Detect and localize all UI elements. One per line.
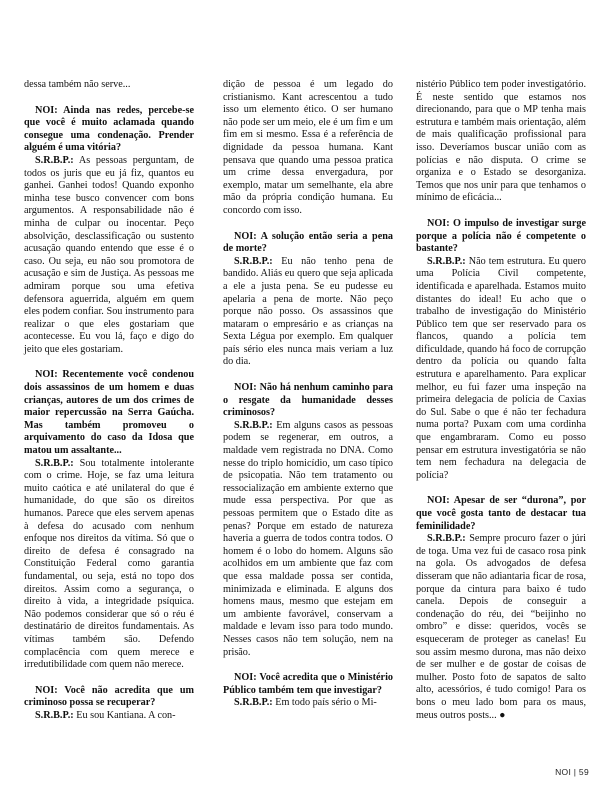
speaker-tag: S.R.B.P.:: [234, 697, 273, 709]
answer-text: Não tem estrutura. Eu quero uma Polícia Civil competente, identificada e aparelhada. Estamos muito distantes do ideal! Eu acho que o trabalho de investigação do Ministério Público tem que ser reservado para os flancos, quando a polícia tem dificuldade, quando há foco de corrupção dentro da polícia ou quando falta estrutura e aparelhamento. Para explicar melhor, eu fui fazer uma inspeção na primeira delegacia de polícia de Caxias do Sul. Sabe o que é não ter fechadura numa porta? Puxam com uma cordinha que engambraram. Como eu posso pensar em estrutura investigatória se não tem nem fechadura na delegacia de polícia?: [416, 255, 586, 481]
speaker-tag: S.R.B.P.:: [427, 255, 466, 267]
speaker-tag: S.R.B.P.:: [427, 533, 466, 545]
text-column-2: [223, 79, 393, 710]
question: NOI: Não há nenhum caminho para o resgate da humanidade desses criminosos?: [223, 382, 393, 419]
answer: [24, 458, 194, 672]
answer-text: Em todo país sério o Mi-: [272, 697, 377, 709]
answer: [24, 710, 194, 723]
paragraph: nistério Público tem poder investigatório. É neste sentido que estamos nos direcionando, para que o MP tenha mais estrutura e também mais orientação, além de mais qualificação profissional para isso. Deveríamos buscar união com as polícias e não disputa. O crime se organiza e o Estado se desorganiza. Temos que nos unir para que tenhamos o mínimo de eficácia...: [416, 79, 586, 204]
question: NOI: Você não acredita que um criminoso possa se recuperar?: [24, 684, 194, 709]
answer-text: Eu não tenho pena de bandido. Aliás eu quero que seja aplicada a ele a justa pena. Se eu pudesse eu apelaria a pena de morte. Não peço porque não posso. Os assassinos que mataram o empresário e as crianças na Sexta Légua por exemplo. Em qualquer país sério eles nunca mais veriam a luz do dia.: [223, 255, 393, 368]
speaker-tag: S.R.B.P.:: [234, 419, 273, 431]
answer: [24, 155, 194, 357]
paragraph: dição de pessoa é um legado do cristianismo. Kant acrescentou a tudo isso um elemento ético. O ser humano não pode ser um meio, ele é um fim e um fim em si mesmo. Essa é a referência de dignidade da pessoa humana. Kant pensava que quando uma pessoa pratica um crime dessa envergadura, por exemplo, matar um semelhante, ela abre mão da própria condição humana. Eu concordo com isso.: [223, 79, 393, 216]
answer: [416, 256, 586, 483]
answer-text: Em alguns casos as pessoas podem se regenerar, em outros, a maldade vem registrada no DNA. Como nesse do triplo homicídio, um caso típico de psicopatia. Não tem tratamento ou ressocialização em ambiente externo que mude essa perspectiva. Por que as pessoas permitem que o Estado dite as penas? Porque em estado de natureza haveria a guerra de todos contra todos. O homem é o lobo do homem. Alguns são acolhidos em um ambiente que faz com que essa maldade possa ser contida, minimizada e eliminada. E alguns dos homens maus, mesmo que estejam em um ambiente favorável, conservam a maldade e levam isso para todo mundo. Nesses casos não tem solução, nem na prisão.: [223, 419, 393, 658]
text-column-3: [416, 79, 586, 722]
answer-text: Eu sou Kantiana. A con-: [73, 709, 176, 721]
question: NOI: Recentemente você condenou dois assassinos de um homem e duas crianças, autores de um dos crimes de maior repercussão na Serra Gaúcha. Mas também promoveu o arquivamento do caso da Idosa que matou um assaltante...: [24, 369, 194, 457]
text-column-1: [24, 79, 194, 723]
question: NOI: Apesar de ser “durona”, por que você gosta tanto de destacar tua feminilidade?: [416, 495, 586, 532]
speaker-tag: S.R.B.P.:: [35, 457, 74, 469]
answer: [223, 420, 393, 659]
question: NOI: Ainda nas redes, percebe-se que você é muito aclamada quando consegue uma condenação. Prender alguém é uma vitória?: [24, 104, 194, 154]
answer: [223, 697, 393, 710]
speaker-tag: S.R.B.P.:: [35, 709, 74, 721]
answer-text: As pessoas perguntam, de todos os juris que eu já fiz, quantos eu ganhei. Ganhei todos! Quando exponho minha tese busco convencer com bons argumentos. A responsabilidade não é minha de culpar ou inocentar. Peço absolvição, desclassificação ou sustento acusação quando entendo que esse é o caso. Ou seja, eu não sou promotora de acusação e sim de Justiça. As pessoas me admiram porque sou uma efetiva defensora aguerrida, alguém em quem eles podem confiar. Sou instrumento para realizar o que eles gostariam que acontecesse. Eu vou lá, faço e digo do jeito que eles gostariam.: [24, 154, 194, 355]
speaker-tag: S.R.B.P.:: [234, 255, 273, 267]
page-folio: NOI | 59: [555, 767, 589, 777]
question: NOI: O impulso de investigar surge porque a polícia não é competente o bastante?: [416, 217, 586, 255]
speaker-tag: S.R.B.P.:: [35, 154, 74, 166]
answer-text: Sou totalmente intolerante com o crime. Hoje, se faz uma leitura muito caótica e até unilateral do que é humanidade, do que são os direitos humanos. Parece que eles servem apenas à defesa do acusado com nenhum enfoque nos direitos da vítima. Só que o direito de defesa é consagrado na Constituição Federal como garantia fundamental, ou seja, está no topo dos direitos. Assim como a segurança, o direito à vida, a integridade psíquica. Não podemos considerar que só o réu é destinatário de direitos fundamentais. As vítimas também são. Defendo complacência com quem merece e irredutibilidade com quem não merece.: [24, 457, 194, 671]
paragraph: dessa também não serve...: [24, 79, 131, 90]
question: NOI: Você acredita que o Ministério Público também tem que investigar?: [223, 672, 393, 696]
answer: [416, 533, 586, 722]
question: NOI: A solução então seria a pena de morte?: [223, 230, 393, 255]
answer: [223, 256, 393, 369]
answer-text: Sempre procuro fazer o júri de toga. Uma vez fui de casaco rosa pink na gola. Os advogados de defesa disseram que não adiantaria ficar de rosa, porque da cintura para baixo é tudo canela. Depois de conseguir a condenação do réu, dei “beijinho no ombro” e disse: queridos, vocês se esqueceram de proteger as canelas! Eu sou assim mesmo durona, mas não deixo de ser mulher e de gostar de coisas de mulher. Posto foto de sapatos de salto alto, acessórios, é tudo comigo! Para os bons o meu lado bom para os maus, meus outros posts... ●: [416, 533, 586, 721]
